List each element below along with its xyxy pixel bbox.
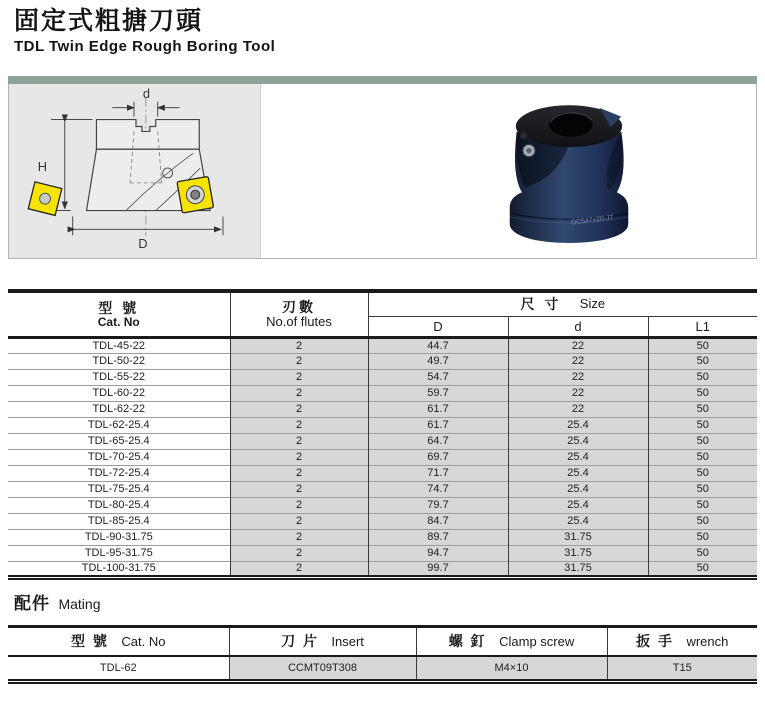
spec-table: [8, 289, 757, 580]
table-row: [8, 385, 757, 401]
mating-heading-en: Mating: [58, 595, 101, 612]
col-header-L1: L1: [648, 316, 757, 337]
table-cell: 50: [648, 385, 757, 401]
table-cell: 31.75: [508, 561, 648, 577]
table-cell: 22: [508, 337, 648, 353]
mating-table-header: [8, 626, 757, 656]
table-row: [8, 497, 757, 513]
table-cell: TDL-80-25.4: [8, 497, 230, 513]
table-cell: 50: [648, 465, 757, 481]
page-title-zh: 固定式粗搪刀頭: [14, 7, 204, 35]
table-cell: CCMT09T308: [229, 656, 416, 681]
table-cell: TDL-55-22: [8, 369, 230, 385]
table-cell: 31.75: [508, 545, 648, 561]
table-row: [8, 353, 757, 369]
mating-table-body: [8, 656, 757, 681]
table-cell: 49.7: [368, 353, 508, 369]
page-title-en: TDL Twin Edge Rough Boring Tool: [14, 38, 276, 55]
table-cell: 2: [230, 417, 368, 433]
table-cell: 50: [648, 497, 757, 513]
table-cell: 2: [230, 481, 368, 497]
table-cell: TDL-72-25.4: [8, 465, 230, 481]
table-row: [8, 465, 757, 481]
table-cell: 25.4: [508, 417, 648, 433]
table-row: [8, 449, 757, 465]
product-photo-panel: [261, 84, 756, 258]
table-row: [8, 561, 757, 577]
table-row: [8, 481, 757, 497]
table-cell: 2: [230, 561, 368, 577]
mating-col-catno: 型 號 Cat. No: [8, 626, 229, 656]
table-cell: 50: [648, 513, 757, 529]
table-cell: 50: [648, 433, 757, 449]
table-row: [8, 369, 757, 385]
table-cell: TDL-85-25.4: [8, 513, 230, 529]
table-cell: TDL-65-25.4: [8, 433, 230, 449]
table-cell: 31.75: [508, 529, 648, 545]
table-cell: 2: [230, 337, 368, 353]
table-cell: TDL-50-22: [8, 353, 230, 369]
col-header-d: d: [508, 316, 648, 337]
table-cell: 94.7: [368, 545, 508, 561]
table-cell: 50: [648, 353, 757, 369]
table-cell: TDL-62-22: [8, 401, 230, 417]
table-cell: TDL-70-25.4: [8, 449, 230, 465]
table-cell: TDL-100-31.75: [8, 561, 230, 577]
col-header-size: 尺 寸 Size: [368, 291, 757, 316]
technical-drawing-panel: [9, 84, 261, 258]
table-cell: 2: [230, 385, 368, 401]
table-cell: 2: [230, 545, 368, 561]
table-cell: M4×10: [416, 656, 607, 681]
table-cell: 50: [648, 481, 757, 497]
mating-section-heading: [14, 594, 757, 615]
mating-col-clamp-screw: 螺 釘 Clamp screw: [416, 626, 607, 656]
col-header-D: D: [368, 316, 508, 337]
photo-engraving: GC547x20-JT: [569, 213, 614, 227]
table-cell: 50: [648, 561, 757, 577]
table-row: [8, 545, 757, 561]
table-cell: 22: [508, 353, 648, 369]
mating-col-insert: 刀 片 Insert: [229, 626, 416, 656]
table-cell: TDL-62-25.4: [8, 417, 230, 433]
table-cell: 25.4: [508, 433, 648, 449]
table-cell: 2: [230, 401, 368, 417]
table-cell: 2: [230, 465, 368, 481]
table-row: [8, 433, 757, 449]
table-cell: 50: [648, 449, 757, 465]
table-cell: TDL-95-31.75: [8, 545, 230, 561]
table-cell: TDL-90-31.75: [8, 529, 230, 545]
spec-table-body: [8, 337, 757, 577]
table-cell: 2: [230, 369, 368, 385]
table-cell: 22: [508, 385, 648, 401]
mating-heading-zh: 配件: [14, 593, 50, 613]
table-row: [8, 656, 757, 681]
col-header-catno: 型 號 Cat. No: [8, 291, 230, 337]
table-cell: 50: [648, 369, 757, 385]
table-cell: TDL-45-22: [92, 339, 146, 352]
table-cell: 2: [230, 449, 368, 465]
table-cell: 2: [230, 497, 368, 513]
table-cell: 44.7: [368, 337, 508, 353]
table-cell: 89.7: [368, 529, 508, 545]
table-cell: 22: [508, 401, 648, 417]
table-cell: 71.7: [368, 465, 508, 481]
table-cell: 64.7: [368, 433, 508, 449]
table-row: [8, 401, 757, 417]
table-cell: 50: [648, 337, 757, 353]
table-cell: TDL-60-22: [8, 385, 230, 401]
table-cell: 69.7: [368, 449, 508, 465]
dim-label-D: D: [138, 236, 148, 252]
product-photo: [481, 93, 657, 250]
table-cell: T15: [607, 656, 757, 681]
technical-drawing: [9, 84, 259, 257]
dim-label-d: d: [142, 85, 151, 101]
table-cell: 84.7: [368, 513, 508, 529]
insert-left: [28, 182, 62, 216]
table-cell: 2: [230, 529, 368, 545]
catalog-page: [0, 6, 765, 718]
table-cell: 2: [230, 433, 368, 449]
table-cell: 50: [648, 417, 757, 433]
table-cell: 50: [648, 545, 757, 561]
table-cell: 2: [230, 513, 368, 529]
table-cell: 25.4: [508, 449, 648, 465]
table-cell: 25.4: [508, 513, 648, 529]
table-row: [8, 337, 757, 353]
table-cell: 79.7: [368, 497, 508, 513]
figure-box: [8, 84, 757, 259]
table-cell: TDL-62: [99, 661, 137, 674]
table-cell: 54.7: [368, 369, 508, 385]
table-cell: 22: [508, 369, 648, 385]
table-cell: 50: [648, 401, 757, 417]
mating-table: [8, 625, 757, 684]
table-cell: 61.7: [368, 417, 508, 433]
table-cell: 25.4: [508, 465, 648, 481]
dim-label-H: H: [37, 158, 48, 174]
table-row: [8, 513, 757, 529]
table-cell: TDL-75-25.4: [8, 481, 230, 497]
table-row: [8, 529, 757, 545]
table-row: [8, 417, 757, 433]
table-cell: 59.7: [368, 385, 508, 401]
accent-bar: [8, 76, 757, 84]
table-cell: 2: [230, 353, 368, 369]
table-cell: 74.7: [368, 481, 508, 497]
table-cell: 25.4: [508, 481, 648, 497]
table-cell: 25.4: [508, 497, 648, 513]
table-cell: 61.7: [368, 401, 508, 417]
spec-table-header: [8, 291, 757, 337]
mating-col-wrench: 扳 手 wrench: [607, 626, 757, 656]
table-cell: 50: [648, 529, 757, 545]
insert-right: [177, 176, 214, 213]
col-header-flutes: 刃數 No.of flutes: [230, 291, 368, 337]
table-cell: 99.7: [368, 561, 508, 577]
